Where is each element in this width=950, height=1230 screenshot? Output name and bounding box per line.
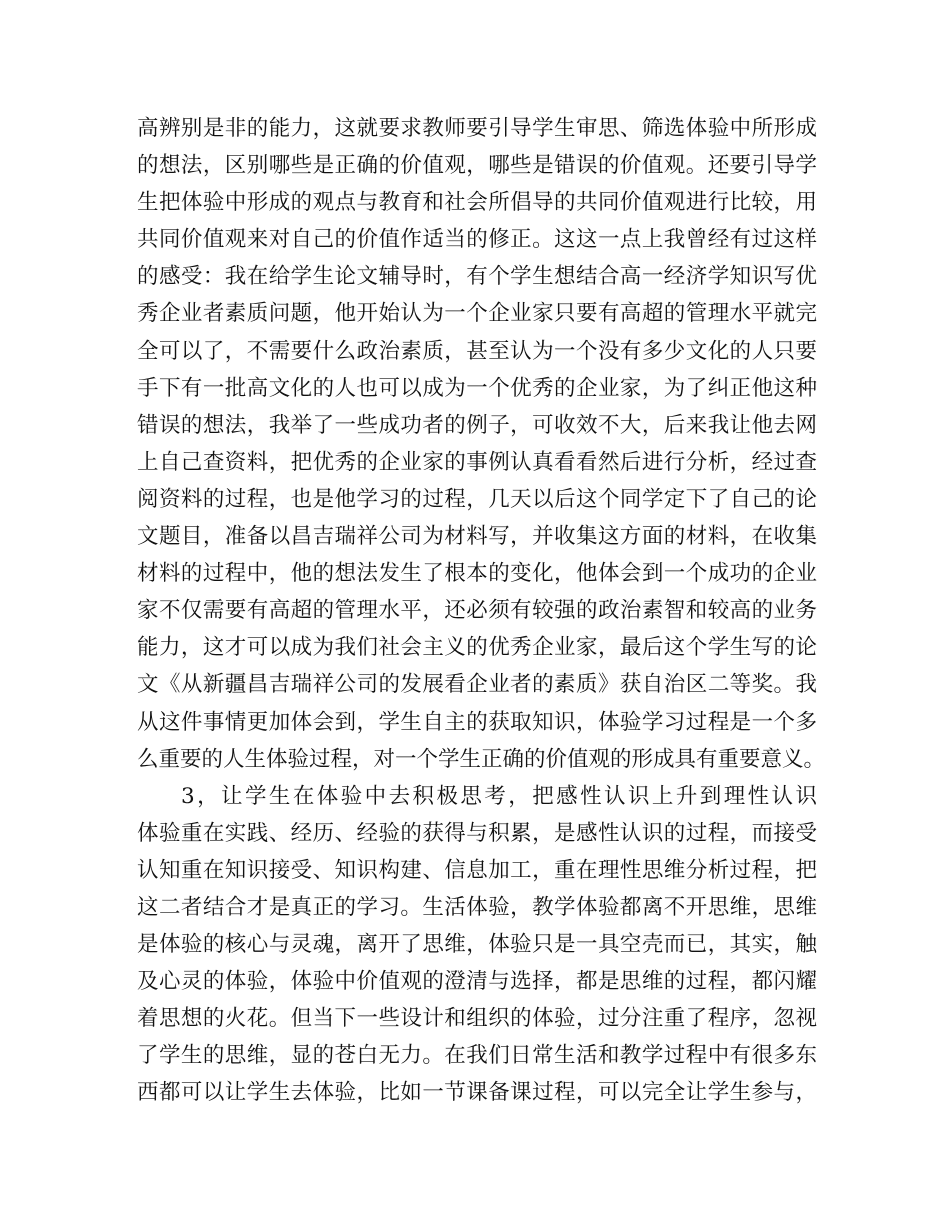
text-line: 生把体验中形成的观点与教育和社会所倡导的共同价值观进行比较，用 <box>137 190 817 216</box>
text-line: 材料的过程中，他的想法发生了根本的变化，他体会到一个成功的企业 <box>137 561 817 587</box>
text-line: 的想法，区别哪些是正确的价值观，哪些是错误的价值观。还要引导学 <box>137 153 817 179</box>
text-line: 能力，这才可以成为我们社会主义的优秀企业家，最后这个学生写的论 <box>137 635 817 661</box>
text-line: 及心灵的体验，体验中价值观的澄清与选择，都是思维的过程，都闪耀 <box>137 969 817 995</box>
text-line: 家不仅需要有高超的管理水平，还必须有较强的政治素智和较高的业务 <box>137 598 817 624</box>
text-line: 西都可以让学生去体验，比如一节课备课过程，可以完全让学生参与， <box>137 1080 817 1106</box>
text-line: 共同价值观来对自己的价值作适当的修正。这这一点上我曾经有过这样 <box>137 227 817 253</box>
section-heading-line: 3，让学生在体验中去积极思考，把感性认识上升到理性认识 <box>181 783 817 809</box>
text-line: 是体验的核心与灵魂，离开了思维，体验只是一具空壳而已，其实，触 <box>137 932 817 958</box>
text-line: 认知重在知识接受、知识构建、信息加工，重在理性思维分析过程，把 <box>137 857 817 883</box>
text-line: 这二者结合才是真正的学习。生活体验，教学体验都离不开思维，思维 <box>137 894 817 920</box>
text-line: 上自己查资料，把优秀的企业家的事例认真看看然后进行分析，经过查 <box>137 449 817 475</box>
text-line: 么重要的人生体验过程，对一个学生正确的价值观的形成具有重要意义。 <box>137 746 826 772</box>
text-line: 从这件事情更加体会到，学生自主的获取知识，体验学习过程是一个多 <box>137 709 817 735</box>
text-line: 手下有一批高文化的人也可以成为一个优秀的企业家，为了纠正他这种 <box>137 375 817 401</box>
text-line: 的感受：我在给学生论文辅导时，有个学生想结合高一经济学知识写优 <box>137 264 817 290</box>
text-line: 了学生的思维，显的苍白无力。在我们日常生活和教学过程中有很多东 <box>137 1043 817 1069</box>
text-line: 文《从新疆昌吉瑞祥公司的发展看企业者的素质》获自治区二等奖。我 <box>137 672 817 698</box>
text-line: 错误的想法，我举了一些成功者的例子，可收效不大，后来我让他去网 <box>137 412 817 438</box>
text-line: 着思想的火花。但当下一些设计和组织的体验，过分注重了程序，忽视 <box>137 1006 817 1032</box>
body-text <box>137 110 826 1112</box>
text-line: 体验重在实践、经历、经验的获得与积累，是感性认识的过程，而接受 <box>137 820 817 846</box>
text-line: 高辨别是非的能力，这就要求教师要引导学生审思、筛选体验中所形成 <box>137 116 817 141</box>
text-line: 全可以了，不需要什么政治素质，甚至认为一个没有多少文化的人只要 <box>137 338 817 364</box>
text-line: 秀企业者素质问题，他开始认为一个企业家只要有高超的管理水平就完 <box>137 301 817 327</box>
text-line: 阅资料的过程，也是他学习的过程，几天以后这个同学定下了自己的论 <box>137 486 817 512</box>
text-line: 文题目，准备以昌吉瑞祥公司为材料写，并收集这方面的材料，在收集 <box>137 524 817 550</box>
